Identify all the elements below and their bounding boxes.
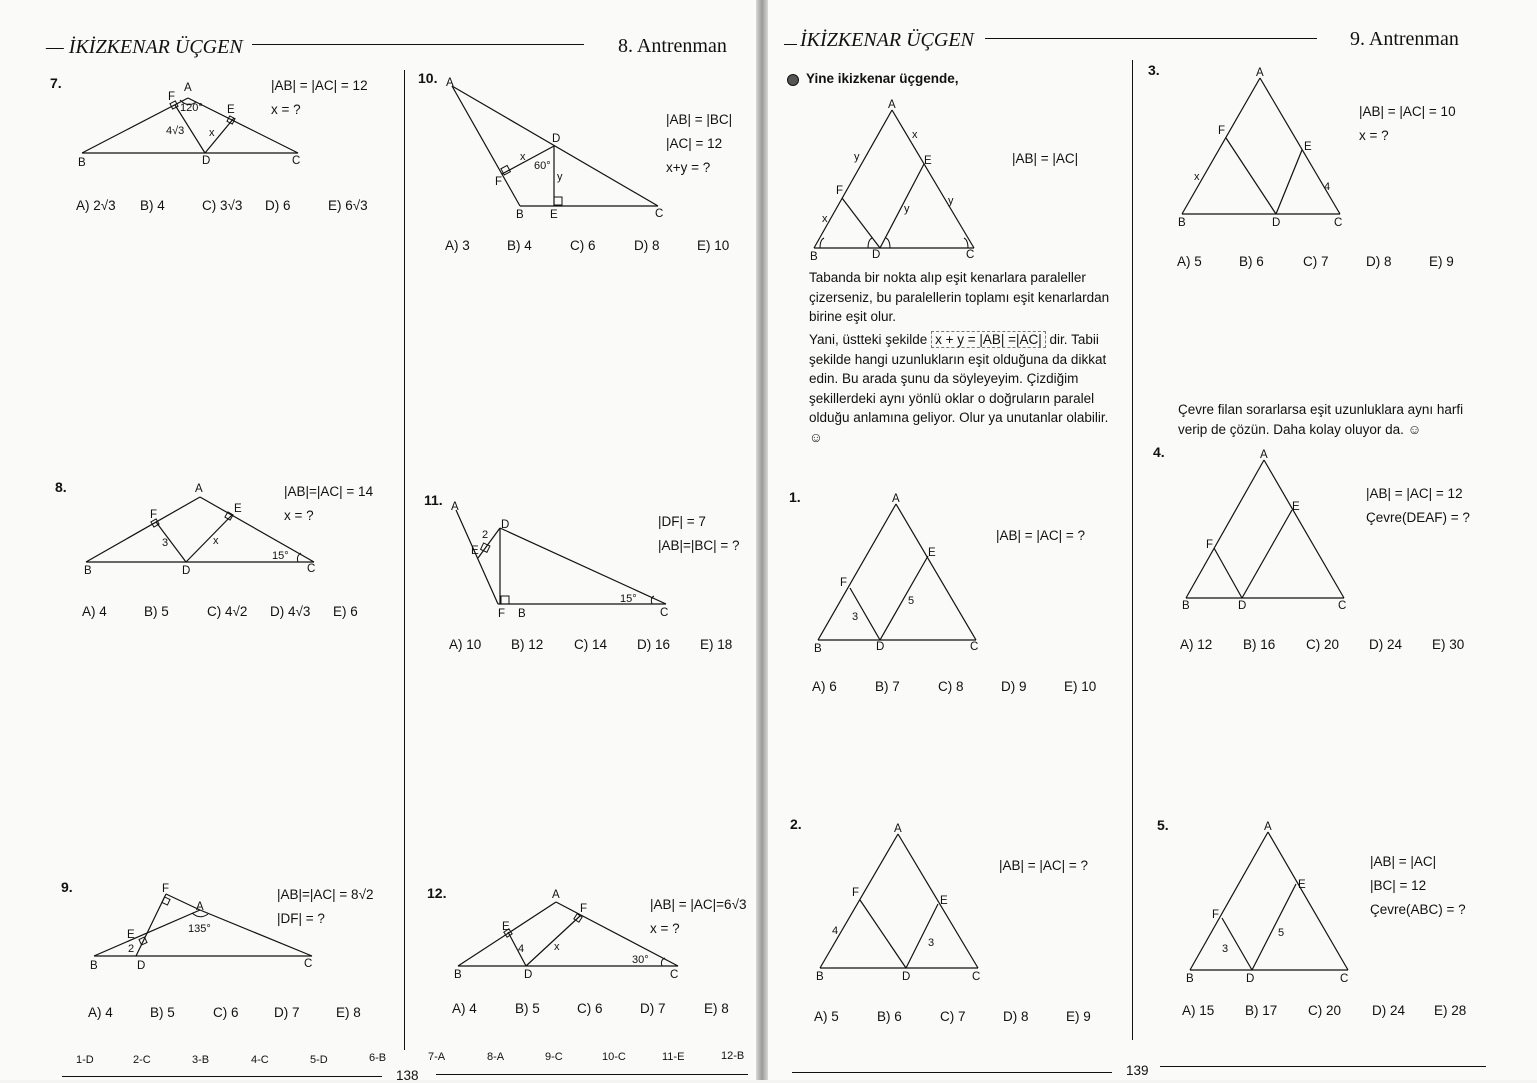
answer-key-item: 6-B xyxy=(369,1052,387,1064)
option-d[interactable]: D) 9 xyxy=(1001,679,1027,694)
label-E: E xyxy=(502,921,510,933)
label-A: A xyxy=(446,77,454,89)
left-header-right: 8. Antrenman xyxy=(618,35,727,57)
answer-options xyxy=(445,238,729,253)
question-number: 8. xyxy=(55,479,67,495)
option-e[interactable]: E) 8 xyxy=(704,1001,729,1016)
condition-line: |DF| = 7 xyxy=(658,514,706,529)
answer-key-item: 10-C xyxy=(602,1051,626,1063)
label-E: E xyxy=(1298,879,1306,891)
label-E: E xyxy=(127,929,135,941)
option-a[interactable]: A) 12 xyxy=(1180,637,1213,652)
figure-intro xyxy=(806,96,986,266)
label-A: A xyxy=(552,889,560,901)
label-F: F xyxy=(498,608,506,620)
label-x: x xyxy=(213,535,219,547)
label-D: D xyxy=(876,641,885,653)
option-a[interactable]: A) 4 xyxy=(88,1005,113,1020)
right-header-dash xyxy=(784,44,797,45)
condition-line: |BC| = 12 xyxy=(1370,878,1427,893)
left-footer-rule xyxy=(62,1076,382,1077)
answer-key-item: 7-A xyxy=(428,1051,446,1063)
label-A: A xyxy=(196,901,204,913)
condition-line: |AB|=|AC| = 14 xyxy=(284,484,374,499)
answer-key-item: 4-C xyxy=(251,1054,269,1066)
condition-line: x+y = ? xyxy=(666,160,711,175)
label-E: E xyxy=(1292,501,1300,513)
figure-r4 xyxy=(1178,446,1358,616)
condition-line: |AB| = |AC| = 12 xyxy=(271,78,368,93)
option-a[interactable]: A) 4 xyxy=(452,1001,477,1016)
label-E: E xyxy=(471,545,479,557)
label-x: x xyxy=(912,129,918,141)
label-F: F xyxy=(840,577,848,589)
option-a[interactable]: A) 2√3 xyxy=(76,198,116,213)
label-x: x xyxy=(209,127,215,139)
right-header-right: 9. Antrenman xyxy=(1350,28,1459,50)
intro-text-after: dir. Tabii şekilde hangi uzunlukların eşit olduğuna da dikkat edin. Bu arada şunu da söyleyeyim. Çizdiğim şekillerdeki aynı yönlü oklar o doğruların paralel olduğu anlamına geliyor. Olur ya unutanlar olabilir. ☺ xyxy=(809,332,1109,445)
label-C: C xyxy=(972,971,981,983)
answer-options xyxy=(76,198,368,213)
question-conditions xyxy=(1370,850,1466,922)
option-a[interactable]: A) 15 xyxy=(1182,1003,1215,1018)
condition-line: Çevre(ABC) = ? xyxy=(1370,902,1466,917)
label-x: x xyxy=(554,941,560,953)
condition-line: x = ? xyxy=(284,508,314,523)
label-E: E xyxy=(928,547,936,559)
figure-r5 xyxy=(1182,818,1362,988)
label-x: x xyxy=(1194,171,1200,183)
label-A: A xyxy=(1256,67,1264,79)
condition-line: |DF| = ? xyxy=(277,911,325,926)
option-c[interactable]: C) 6 xyxy=(570,238,596,253)
intro-formula-box: x + y = |AB| =|AC| xyxy=(931,331,1046,348)
option-e[interactable]: E) 9 xyxy=(1066,1009,1091,1024)
option-b[interactable]: B) 16 xyxy=(1243,637,1276,652)
option-a[interactable]: A) 5 xyxy=(814,1009,839,1024)
condition-line: x = ? xyxy=(650,921,680,936)
answer-options xyxy=(1182,1003,1466,1018)
label-F: F xyxy=(162,883,170,895)
label-C: C xyxy=(1340,973,1349,985)
tip-text: Çevre filan sorarlarsa eşit uzunluklara aynı harfi verip de çözün. Daha kolay oluyor da. ☺ xyxy=(1178,402,1464,437)
condition-line: Çevre(DEAF) = ? xyxy=(1366,510,1470,525)
figure-q11 xyxy=(446,496,676,626)
condition-line: |AB| = |AC| xyxy=(1370,854,1437,869)
answer-options xyxy=(88,1005,361,1020)
option-e[interactable]: E) 30 xyxy=(1432,637,1465,652)
label-angle: 30° xyxy=(632,954,649,966)
label-E: E xyxy=(550,209,558,221)
answer-options xyxy=(812,679,1096,694)
label-s2: 5 xyxy=(908,595,915,607)
right-header-title: İKİZKENAR ÜÇGEN xyxy=(800,29,974,51)
question-conditions xyxy=(1366,482,1470,530)
option-b[interactable]: B) 5 xyxy=(144,604,169,619)
intro-bullet xyxy=(787,74,799,86)
answer-options xyxy=(1180,637,1464,652)
option-e[interactable]: E) 10 xyxy=(697,238,730,253)
question-number: 3. xyxy=(1148,62,1160,78)
label-E: E xyxy=(924,155,932,167)
left-header-title: — İKİZKENAR ÜÇGEN xyxy=(46,36,243,58)
figure-q10 xyxy=(440,72,670,222)
label-A: A xyxy=(888,99,896,111)
label-F: F xyxy=(1212,909,1220,921)
option-c[interactable]: C) 8 xyxy=(938,679,964,694)
answer-key-item: 8-A xyxy=(487,1051,505,1063)
option-c[interactable]: C) 6 xyxy=(577,1001,603,1016)
label-C: C xyxy=(670,969,679,981)
label-B: B xyxy=(90,960,98,972)
option-c[interactable]: C) 14 xyxy=(574,637,608,652)
label-y: y xyxy=(557,171,563,183)
answer-key-item: 2-C xyxy=(133,1054,151,1066)
question-number: 4. xyxy=(1153,444,1165,460)
option-c[interactable]: C) 20 xyxy=(1308,1003,1342,1018)
label-E: E xyxy=(227,104,235,116)
label-C: C xyxy=(304,958,313,970)
answer-key-item: 3-B xyxy=(192,1054,210,1066)
label-angle: 120° xyxy=(180,102,203,114)
label-A: A xyxy=(894,823,902,835)
option-b[interactable]: B) 5 xyxy=(150,1005,175,1020)
option-a[interactable]: A) 6 xyxy=(812,679,837,694)
condition-line: |AB|=|AC| = 8√2 xyxy=(277,887,374,902)
question-number: 9. xyxy=(61,879,73,895)
label-B: B xyxy=(84,565,92,577)
answer-key-item: 9-C xyxy=(545,1051,563,1063)
label-B: B xyxy=(518,608,526,620)
option-d[interactable]: D) 24 xyxy=(1369,637,1403,652)
label-D: D xyxy=(1246,973,1255,985)
label-side: 3 xyxy=(162,537,169,549)
label-A: A xyxy=(195,483,203,495)
question-number: 10. xyxy=(418,70,438,86)
label-A: A xyxy=(451,501,459,513)
option-d[interactable]: D) 7 xyxy=(274,1005,300,1020)
label-D: D xyxy=(1238,600,1247,612)
label-angle: 135° xyxy=(188,923,211,935)
option-c[interactable]: C) 7 xyxy=(1303,254,1329,269)
label-x: x xyxy=(520,151,526,163)
condition-line: |AC| = 12 xyxy=(666,136,723,151)
left-footer-rule-2 xyxy=(436,1074,748,1075)
label-s2: 5 xyxy=(1278,927,1285,939)
option-b[interactable]: B) 6 xyxy=(877,1009,902,1024)
label-D: D xyxy=(872,249,881,261)
option-b[interactable]: B) 4 xyxy=(140,198,165,213)
option-d[interactable]: D) 24 xyxy=(1372,1003,1406,1018)
question-number: 12. xyxy=(427,885,447,901)
question-conditions xyxy=(1359,100,1456,148)
answer-options xyxy=(1177,254,1454,269)
label-B: B xyxy=(814,643,822,655)
label-angle: 15° xyxy=(272,550,289,562)
right-footer-rule-2 xyxy=(1160,1066,1486,1067)
right-column-divider xyxy=(1132,60,1133,1040)
figure-r3 xyxy=(1174,64,1354,234)
label-A: A xyxy=(892,493,900,505)
left-header-rule xyxy=(252,44,584,45)
option-e[interactable]: E) 8 xyxy=(336,1005,361,1020)
label-D: D xyxy=(552,133,561,145)
label-E: E xyxy=(1304,141,1312,153)
label-angle: 15° xyxy=(620,593,637,605)
label-C: C xyxy=(966,249,975,261)
answer-key-item: 1-D xyxy=(76,1054,94,1066)
condition-line: x = ? xyxy=(271,102,301,117)
figure-q9 xyxy=(84,880,324,975)
question-conditions xyxy=(996,524,1085,548)
option-e[interactable]: E) 6√3 xyxy=(328,198,368,213)
question-number: 1. xyxy=(789,489,801,505)
label-C: C xyxy=(307,563,316,575)
label-C: C xyxy=(655,208,664,220)
page-gutter xyxy=(756,0,768,1080)
option-b[interactable]: B) 12 xyxy=(511,637,544,652)
option-d[interactable]: D) 8 xyxy=(1366,254,1392,269)
option-a[interactable]: A) 10 xyxy=(449,637,482,652)
label-C: C xyxy=(292,155,301,167)
label-D: D xyxy=(137,960,146,972)
label-y: y xyxy=(854,151,860,163)
intro-paragraph-2 xyxy=(809,330,1111,447)
label-C: C xyxy=(1338,600,1347,612)
condition-line: |AB| = |AC| = ? xyxy=(996,528,1086,543)
option-b[interactable]: B) 6 xyxy=(1239,254,1264,269)
question-conditions xyxy=(666,108,732,180)
label-A: A xyxy=(1260,449,1268,461)
figure-r2 xyxy=(812,818,992,988)
label-y: y xyxy=(948,195,954,207)
label-side: 2 xyxy=(482,529,489,541)
page-number: 139 xyxy=(1126,1063,1149,1078)
label-F: F xyxy=(495,176,503,188)
figure-q12 xyxy=(450,888,690,983)
condition-line: |AB| = |AC|=6√3 xyxy=(650,897,747,912)
option-e[interactable]: E) 28 xyxy=(1434,1003,1467,1018)
answer-options xyxy=(82,604,358,619)
label-D: D xyxy=(1272,217,1281,229)
option-c[interactable]: C) 3√3 xyxy=(202,198,243,213)
label-F: F xyxy=(580,903,588,915)
left-column-divider xyxy=(404,70,405,1050)
option-a[interactable]: A) 5 xyxy=(1177,254,1202,269)
label-B: B xyxy=(810,251,818,263)
intro-text-before: Yani, üstteki şekilde xyxy=(809,332,928,347)
label-B: B xyxy=(1182,600,1190,612)
label-E: E xyxy=(940,895,948,907)
label-x: x xyxy=(822,213,828,225)
option-d[interactable]: D) 8 xyxy=(1003,1009,1029,1024)
option-d[interactable]: D) 7 xyxy=(640,1001,666,1016)
label-D: D xyxy=(524,969,533,981)
right-footer-rule xyxy=(792,1072,1112,1073)
label-B: B xyxy=(1186,973,1194,985)
option-e[interactable]: E) 10 xyxy=(1064,679,1097,694)
question-number: 5. xyxy=(1157,817,1169,833)
label-s1: 4 xyxy=(832,925,839,937)
answer-options xyxy=(449,637,732,652)
label-s1: 3 xyxy=(1222,943,1229,955)
label-y: y xyxy=(904,203,910,215)
label-B: B xyxy=(78,157,86,169)
question-number: 2. xyxy=(790,816,802,832)
page-number: 138 xyxy=(396,1068,419,1083)
question-conditions xyxy=(999,854,1088,878)
answer-key-item: 5-D xyxy=(310,1054,328,1066)
label-F: F xyxy=(1218,125,1226,137)
condition-line: |AB| = |BC| xyxy=(666,112,733,127)
option-c[interactable]: C) 7 xyxy=(940,1009,966,1024)
label-D: D xyxy=(202,155,211,167)
right-header-rule xyxy=(985,38,1317,39)
intro-title: Yine ikizkenar üçgende, xyxy=(806,71,959,86)
option-b[interactable]: B) 4 xyxy=(507,238,532,253)
label-side: 4√3 xyxy=(166,125,185,137)
label-A: A xyxy=(1264,821,1272,833)
label-C: C xyxy=(1334,217,1343,229)
label-F: F xyxy=(1206,539,1214,551)
label-F: F xyxy=(836,185,844,197)
condition-line: |AB| = |AC| = 10 xyxy=(1359,104,1456,119)
question-number: 7. xyxy=(50,75,62,91)
option-e[interactable]: E) 6 xyxy=(333,604,358,619)
option-c[interactable]: C) 4√2 xyxy=(207,604,248,619)
option-c[interactable]: C) 6 xyxy=(213,1005,239,1020)
condition-line: |AB| = |AC| = ? xyxy=(999,858,1089,873)
label-C: C xyxy=(660,607,669,619)
option-b[interactable]: B) 5 xyxy=(515,1001,540,1016)
label-D: D xyxy=(501,519,510,531)
label-B: B xyxy=(1178,217,1186,229)
condition-line: x = ? xyxy=(1359,128,1389,143)
label-s1: 4 xyxy=(1324,181,1331,193)
option-c[interactable]: C) 20 xyxy=(1306,637,1340,652)
option-d[interactable]: D) 6 xyxy=(265,198,291,213)
answer-options xyxy=(814,1009,1091,1024)
answer-options xyxy=(452,1001,729,1016)
label-E: E xyxy=(234,503,242,515)
answer-key-item: 12-B xyxy=(721,1050,745,1062)
label-D: D xyxy=(182,565,191,577)
label-B: B xyxy=(516,209,524,221)
option-b[interactable]: B) 17 xyxy=(1245,1003,1278,1018)
figure-q7 xyxy=(70,78,310,173)
intro-paragraph-1: Tabanda bir nokta alıp eşit kenarlara paraleller çizerseniz, bu paralellerin toplamı eşit kenarlardan birine eşit olur. xyxy=(809,270,1110,324)
option-d[interactable]: D) 8 xyxy=(634,238,660,253)
label-B: B xyxy=(816,971,824,983)
label-B: B xyxy=(454,969,462,981)
label-D: D xyxy=(902,971,911,983)
label-F: F xyxy=(150,509,158,521)
figure-q8 xyxy=(76,480,326,580)
label-A: A xyxy=(184,82,192,94)
condition-line: |AB|=|BC| = ? xyxy=(658,538,740,553)
label-side: 4 xyxy=(518,943,525,955)
option-d[interactable]: D) 4√3 xyxy=(270,604,311,619)
condition-line: |AB| = |AC| = 12 xyxy=(1366,486,1463,501)
label-F: F xyxy=(852,887,860,899)
label-s2: 3 xyxy=(928,937,935,949)
figure-r1 xyxy=(810,488,990,658)
label-angle: 60° xyxy=(534,160,551,172)
question-number: 11. xyxy=(424,492,443,508)
intro-condition: |AB| = |AC| xyxy=(1012,151,1079,166)
option-e[interactable]: E) 9 xyxy=(1429,254,1454,269)
option-d[interactable]: D) 16 xyxy=(637,637,671,652)
label-F: F xyxy=(168,91,176,103)
label-C: C xyxy=(970,641,979,653)
answer-key-item: 11-E xyxy=(662,1051,685,1063)
option-b[interactable]: B) 7 xyxy=(875,679,900,694)
label-s1: 3 xyxy=(852,611,859,623)
option-e[interactable]: E) 18 xyxy=(700,637,733,652)
option-a[interactable]: A) 4 xyxy=(82,604,107,619)
label-side: 2 xyxy=(128,943,135,955)
option-a[interactable]: A) 3 xyxy=(445,238,470,253)
